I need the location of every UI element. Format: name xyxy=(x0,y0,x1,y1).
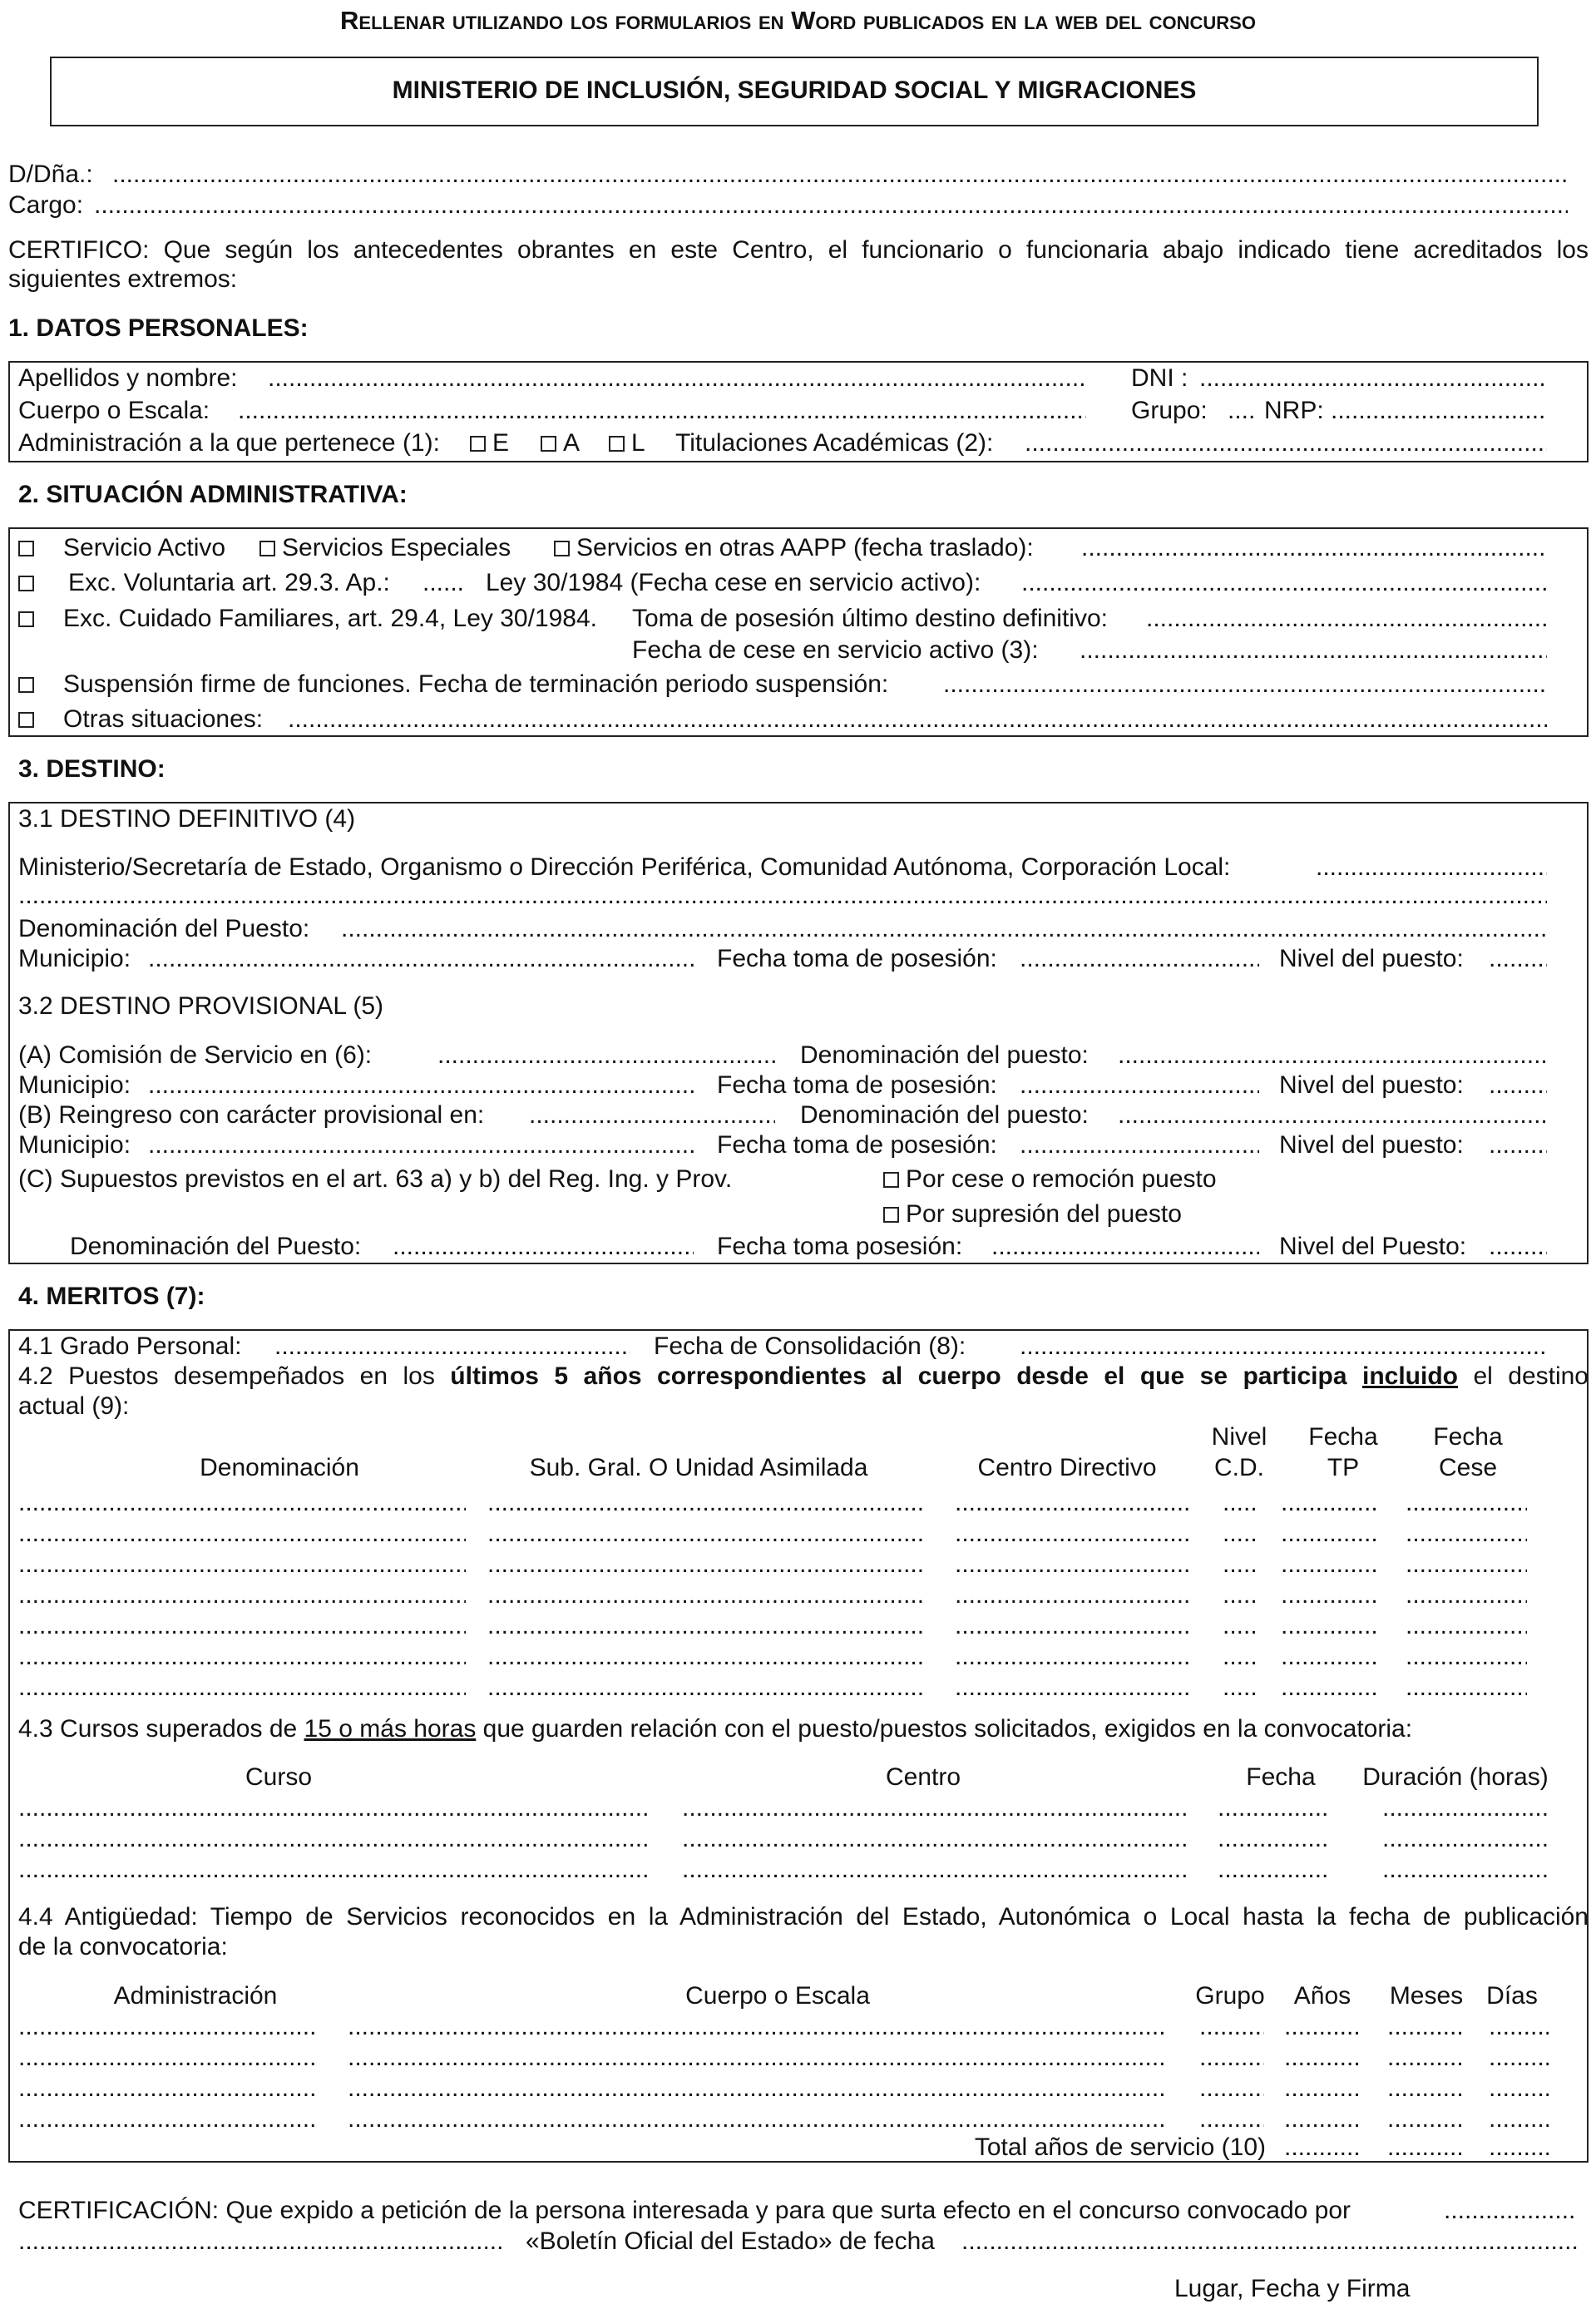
c-nivel-field[interactable] xyxy=(1489,1233,1547,1261)
exc-voluntaria-label: Exc. Voluntaria art. 29.3. Ap.: xyxy=(68,569,390,596)
cursos-row-1-cell-3[interactable] xyxy=(1218,1794,1327,1822)
cuerpo-field[interactable] xyxy=(238,397,1086,425)
puestos-row-6-cell-3[interactable] xyxy=(955,1643,1193,1671)
puestos-row-1-cell-6[interactable] xyxy=(1406,1489,1527,1517)
cursos-row-1-cell-2[interactable] xyxy=(682,1794,1189,1822)
admin-option-l[interactable]: L xyxy=(609,429,645,457)
destino-provisional-title: 3.2 DESTINO PROVISIONAL (5) xyxy=(18,992,383,1020)
cursos-row-3-cell-2[interactable] xyxy=(682,1856,1189,1884)
dni-field[interactable] xyxy=(1199,364,1547,393)
puestos-row-6-cell-6[interactable] xyxy=(1406,1643,1527,1671)
puestos-row-1-cell-5[interactable] xyxy=(1281,1489,1376,1517)
b-municipio-label: Municipio: xyxy=(18,1131,131,1159)
admin-option-a[interactable]: A xyxy=(541,429,580,457)
boe-pre-field[interactable] xyxy=(18,2227,504,2256)
col-grupo: Grupo xyxy=(1195,1982,1265,2010)
boe-label: «Boletín Oficial del Estado» de fecha xyxy=(526,2227,935,2255)
antiguedad-row-3-cell-5[interactable] xyxy=(1387,2074,1464,2103)
c-denominacion-field[interactable] xyxy=(393,1233,694,1261)
puestos-row-5-cell-6[interactable] xyxy=(1406,1612,1527,1640)
titulaciones-label: Titulaciones Académicas (2): xyxy=(675,429,994,457)
antiguedad-row-3-cell-6[interactable] xyxy=(1489,2074,1549,2103)
puestos-row-3-cell-2[interactable] xyxy=(487,1550,925,1579)
puestos-row-4-cell-2[interactable] xyxy=(487,1581,925,1609)
admin-option-e[interactable]: E xyxy=(470,429,509,457)
lugar-fecha-firma: Lugar, Fecha y Firma xyxy=(1174,2275,1411,2302)
puestos-row-2-cell-3[interactable] xyxy=(955,1520,1193,1548)
toma-posesion-label: Toma de posesión último destino definitivo: xyxy=(632,605,1108,632)
antiguedad-text: 4.4 Antigüedad: Tiempo de Servicios reconocidos en la Administración del Estado, Autonómica o Local hasta la fecha de publicación xyxy=(18,1903,1589,1931)
antiguedad-row-4-cell-1[interactable] xyxy=(18,2105,318,2133)
puestos-row-3-cell-5[interactable] xyxy=(1281,1550,1376,1579)
puestos-row-6-cell-4[interactable] xyxy=(1223,1643,1259,1671)
checkbox-icon xyxy=(883,1207,899,1223)
antiguedad-row-4-cell-3[interactable] xyxy=(1199,2105,1264,2133)
name-label: D/Dña.: xyxy=(8,161,93,188)
b-nivel-label: Nivel del puesto: xyxy=(1279,1131,1464,1159)
exc-voluntaria-ap-field[interactable]: ...... xyxy=(422,569,465,596)
toma-posesion-field[interactable] xyxy=(1146,605,1547,633)
col-nivel-line1: Nivel xyxy=(1211,1423,1267,1451)
puestos-row-2-cell-6[interactable] xyxy=(1406,1520,1527,1548)
destino-definitivo-title: 3.1 DESTINO DEFINITIVO (4) xyxy=(18,805,356,833)
admin-label: Administración a la que pertenece (1): xyxy=(18,429,440,457)
c-denominacion-label: Denominación del Puesto: xyxy=(70,1233,362,1260)
col-fcese-line1: Fecha xyxy=(1433,1423,1503,1451)
certificacion-text: CERTIFICACIÓN: Que expido a petición de la persona interesada y para que surta efecto en el concurso convocado por xyxy=(18,2197,1351,2224)
puestos-row-1-cell-4[interactable] xyxy=(1223,1489,1259,1517)
checkbox-otras-situaciones[interactable] xyxy=(18,705,41,734)
puestos-desempenados-text-cont: actual (9): xyxy=(18,1392,130,1420)
fecha-toma-label: Fecha toma de posesión: xyxy=(717,945,997,972)
antiguedad-row-2-cell-6[interactable] xyxy=(1489,2044,1549,2072)
antiguedad-row-4-cell-2[interactable] xyxy=(348,2105,1168,2133)
cursos-row-3-cell-1[interactable] xyxy=(18,1856,650,1884)
antiguedad-row-1-cell-3[interactable] xyxy=(1199,2013,1264,2041)
b-fecha-toma-field[interactable] xyxy=(1020,1131,1259,1159)
puestos-row-5-cell-5[interactable] xyxy=(1281,1612,1376,1640)
a-fecha-toma-field[interactable] xyxy=(1020,1071,1259,1100)
puestos-row-5-cell-4[interactable] xyxy=(1223,1612,1259,1640)
checkbox-exc-voluntaria[interactable] xyxy=(18,569,41,597)
b-denominacion-field[interactable] xyxy=(1118,1101,1547,1130)
antiguedad-row-2-cell-3[interactable] xyxy=(1199,2044,1264,2072)
a-denominacion-field[interactable] xyxy=(1118,1041,1547,1070)
ministerio-field[interactable] xyxy=(1316,853,1547,882)
total-meses-field[interactable] xyxy=(1387,2133,1464,2162)
total-anos-label: Total años de servicio (10) xyxy=(974,2133,1266,2161)
nrp-field[interactable] xyxy=(1331,397,1547,425)
puestos-row-3-cell-4[interactable] xyxy=(1223,1550,1259,1579)
checkbox-servicio-activo[interactable] xyxy=(18,534,41,562)
checkbox-icon xyxy=(18,541,34,556)
c-fecha-toma-label: Fecha toma posesión: xyxy=(717,1233,963,1260)
supuestos-label: (C) Supuestos previstos en el art. 63 a) y b) del Reg. Ing. y Prov. xyxy=(18,1165,733,1193)
fecha-cese-servicio-field[interactable] xyxy=(1080,636,1547,665)
ley-label: Ley 30/1984 (Fecha cese en servicio activo): xyxy=(486,569,981,596)
total-dias-field[interactable] xyxy=(1489,2133,1549,2162)
denominacion-puesto-label: Denominación del Puesto: xyxy=(18,915,310,942)
cuerpo-label: Cuerpo o Escala: xyxy=(18,397,210,424)
puestos-row-5-cell-1[interactable] xyxy=(18,1612,466,1640)
puestos-row-1-cell-1[interactable] xyxy=(18,1489,466,1517)
col-curso: Curso xyxy=(245,1763,313,1791)
section-personal-heading: 1. DATOS PERSONALES: xyxy=(8,314,309,342)
suspension-label: Suspensión firme de funciones. Fecha de terminación periodo suspensión: xyxy=(63,670,889,698)
puestos-row-5-cell-2[interactable] xyxy=(487,1612,925,1640)
checkbox-icon xyxy=(609,436,625,452)
certifico-text-cont: siguientes extremos: xyxy=(8,265,238,293)
col-meses: Meses xyxy=(1389,1982,1464,2010)
surname-label: Apellidos y nombre: xyxy=(18,364,238,392)
cursos-row-3-cell-4[interactable] xyxy=(1382,1856,1549,1884)
col-fecha: Fecha xyxy=(1246,1763,1316,1791)
cursos-row-3-cell-3[interactable] xyxy=(1218,1856,1327,1884)
titulaciones-field[interactable] xyxy=(1025,429,1547,457)
cursos-row-2-cell-2[interactable] xyxy=(682,1825,1189,1853)
checkbox-icon xyxy=(259,541,275,556)
puestos-row-4-cell-4[interactable] xyxy=(1223,1581,1259,1609)
reingreso-field[interactable] xyxy=(529,1101,775,1130)
col-ftp-line1: Fecha xyxy=(1308,1423,1378,1451)
checkbox-icon xyxy=(18,576,34,591)
col-anos: Años xyxy=(1293,1982,1351,2010)
b-fecha-toma-label: Fecha toma de posesión: xyxy=(717,1131,997,1159)
col-subgral: Sub. Gral. O Unidad Asimilada xyxy=(529,1454,868,1481)
fecha-traslado-field[interactable] xyxy=(1081,534,1547,562)
certifico-text: CERTIFICO: Que según los antecedentes obrantes en este Centro, el funcionario o funcionaria abajo indicado tiene acreditados los xyxy=(8,236,1589,264)
section-meritos-heading: 4. MERITOS (7): xyxy=(18,1283,205,1310)
checkbox-icon xyxy=(18,611,34,627)
checkbox-icon xyxy=(18,712,34,728)
cursos-row-2-cell-4[interactable] xyxy=(1382,1825,1549,1853)
checkbox-icon xyxy=(470,436,486,452)
fecha-cese-field[interactable] xyxy=(1021,569,1547,597)
puestos-row-6-cell-5[interactable] xyxy=(1281,1643,1376,1671)
consolidacion-field[interactable] xyxy=(1020,1332,1547,1361)
section-destino-heading: 3. DESTINO: xyxy=(18,755,166,783)
grupo-label: Grupo: xyxy=(1131,397,1208,424)
cursos-row-1-cell-1[interactable] xyxy=(18,1794,650,1822)
c-fecha-toma-field[interactable] xyxy=(991,1233,1259,1261)
otras-situaciones-label: Otras situaciones: xyxy=(63,705,264,733)
otras-situaciones-field[interactable] xyxy=(288,705,1547,734)
antiguedad-row-3-cell-1[interactable] xyxy=(18,2074,318,2103)
checkbox-icon xyxy=(554,541,570,556)
puestos-row-7-cell-3[interactable] xyxy=(955,1674,1193,1702)
checkbox-servicios-especiales[interactable]: Servicios Especiales xyxy=(259,534,511,562)
name-field[interactable] xyxy=(112,161,1568,189)
puestos-row-2-cell-5[interactable] xyxy=(1281,1520,1376,1548)
denominacion-puesto-field[interactable] xyxy=(341,915,1547,943)
puestos-row-2-cell-4[interactable] xyxy=(1223,1520,1259,1548)
fecha-cese-servicio-label: Fecha de cese en servicio activo (3): xyxy=(632,636,1039,664)
puestos-row-1-cell-2[interactable] xyxy=(487,1489,925,1517)
antiguedad-row-2-cell-5[interactable] xyxy=(1387,2044,1464,2072)
a-fecha-toma-label: Fecha toma de posesión: xyxy=(717,1071,997,1099)
puestos-row-3-cell-6[interactable] xyxy=(1406,1550,1527,1579)
grado-personal-label: 4.1 Grado Personal: xyxy=(18,1332,242,1360)
col-centro-directivo: Centro Directivo xyxy=(977,1454,1157,1481)
cargo-label: Cargo: xyxy=(8,191,84,219)
instruction-title: Rellenar utilizando los formularios en Word publicados en la web del concurso xyxy=(340,6,1256,35)
antiguedad-row-1-cell-6[interactable] xyxy=(1489,2013,1549,2041)
ministerio-field-cont[interactable] xyxy=(18,882,1547,910)
boe-fecha-field[interactable] xyxy=(961,2227,1577,2256)
antiguedad-row-1-cell-1[interactable] xyxy=(18,2013,318,2041)
servicio-activo-label: Servicio Activo xyxy=(63,534,226,561)
checkbox-otras-aapp[interactable]: Servicios en otras AAPP (fecha traslado): xyxy=(554,534,1034,562)
ministry-title: MINISTERIO DE INCLUSIÓN, SEGURIDAD SOCIAL Y MIGRACIONES xyxy=(392,77,1197,104)
dni-label: DNI : xyxy=(1131,364,1188,392)
comision-servicio-label: (A) Comisión de Servicio en (6): xyxy=(18,1041,373,1069)
puestos-row-7-cell-4[interactable] xyxy=(1223,1674,1259,1702)
cursos-row-2-cell-3[interactable] xyxy=(1218,1825,1327,1853)
checkbox-suspension[interactable] xyxy=(18,670,41,699)
cursos-text: 4.3 Cursos superados de 15 o más horas que guarden relación con el puesto/puestos solicitados, exigidos en la convocatoria: xyxy=(18,1715,1413,1743)
nivel-field[interactable] xyxy=(1489,945,1547,973)
puestos-row-7-cell-1[interactable] xyxy=(18,1674,466,1702)
puestos-row-6-cell-1[interactable] xyxy=(18,1643,466,1671)
puestos-row-7-cell-2[interactable] xyxy=(487,1674,925,1702)
puestos-row-4-cell-3[interactable] xyxy=(955,1581,1193,1609)
grado-personal-field[interactable] xyxy=(274,1332,630,1361)
checkbox-icon xyxy=(18,677,34,693)
b-municipio-field[interactable] xyxy=(148,1131,694,1159)
nivel-label: Nivel del puesto: xyxy=(1279,945,1464,972)
antiguedad-row-4-cell-6[interactable] xyxy=(1489,2105,1549,2133)
cursos-row-1-cell-4[interactable] xyxy=(1382,1794,1549,1822)
puestos-row-4-cell-6[interactable] xyxy=(1406,1581,1527,1609)
puestos-row-6-cell-2[interactable] xyxy=(487,1643,925,1671)
col-ftp-line2: TP xyxy=(1327,1454,1360,1481)
section-situacion-heading: 2. SITUACIÓN ADMINISTRATIVA: xyxy=(18,481,408,508)
consolidacion-label: Fecha de Consolidación (8): xyxy=(654,1332,966,1360)
antiguedad-row-1-cell-2[interactable] xyxy=(348,2013,1168,2041)
puestos-row-1-cell-3[interactable] xyxy=(955,1489,1193,1517)
antiguedad-row-3-cell-3[interactable] xyxy=(1199,2074,1264,2103)
col-administracion: Administración xyxy=(113,1982,278,2010)
reingreso-label: (B) Reingreso con carácter provisional en: xyxy=(18,1101,485,1129)
puestos-row-4-cell-5[interactable] xyxy=(1281,1581,1376,1609)
puestos-row-2-cell-1[interactable] xyxy=(18,1520,466,1548)
ministerio-label: Ministerio/Secretaría de Estado, Organismo o Dirección Periférica, Comunidad Autónoma, Corporación Local: xyxy=(18,853,1231,881)
antiguedad-row-2-cell-2[interactable] xyxy=(348,2044,1168,2072)
total-anos-field[interactable] xyxy=(1284,2133,1361,2162)
a-denominacion-label: Denominación del puesto: xyxy=(800,1041,1089,1069)
convocado-field[interactable] xyxy=(1444,2197,1577,2225)
exc-cuidado-label: Exc. Cuidado Familiares, art. 29.4, Ley 30/1984. xyxy=(63,605,598,632)
col-denominacion: Denominación xyxy=(200,1454,359,1481)
fecha-toma-field[interactable] xyxy=(1020,945,1259,973)
antiguedad-row-2-cell-1[interactable] xyxy=(18,2044,318,2072)
puestos-row-5-cell-3[interactable] xyxy=(955,1612,1193,1640)
col-nivel-line2: C.D. xyxy=(1214,1454,1264,1481)
checkbox-cese-remocion[interactable]: Por cese o remoción puesto xyxy=(883,1165,1217,1194)
grupo-field[interactable]: .... xyxy=(1228,397,1256,424)
col-cuerpo-escala: Cuerpo o Escala xyxy=(685,1982,870,2010)
b-denominacion-label: Denominación del puesto: xyxy=(800,1101,1089,1129)
antiguedad-row-2-cell-4[interactable] xyxy=(1284,2044,1361,2072)
nrp-label: NRP: xyxy=(1264,397,1324,424)
municipio-field[interactable] xyxy=(148,945,694,973)
municipio-label: Municipio: xyxy=(18,945,131,972)
surname-field[interactable] xyxy=(268,364,1086,393)
puestos-row-3-cell-1[interactable] xyxy=(18,1550,466,1579)
cursos-row-2-cell-1[interactable] xyxy=(18,1825,650,1853)
col-centro-curso: Centro xyxy=(885,1763,961,1791)
a-nivel-label: Nivel del puesto: xyxy=(1279,1071,1464,1099)
col-dias: Días xyxy=(1486,1982,1538,2010)
antiguedad-row-1-cell-4[interactable] xyxy=(1284,2013,1361,2041)
b-nivel-field[interactable] xyxy=(1489,1131,1547,1159)
col-duracion: Duración (horas) xyxy=(1362,1763,1549,1791)
antiguedad-row-3-cell-4[interactable] xyxy=(1284,2074,1361,2103)
comision-servicio-field[interactable] xyxy=(437,1041,775,1070)
antiguedad-text-cont: de la convocatoria: xyxy=(18,1933,228,1960)
a-municipio-field[interactable] xyxy=(148,1071,694,1100)
a-municipio-label: Municipio: xyxy=(18,1071,131,1099)
antiguedad-row-1-cell-5[interactable] xyxy=(1387,2013,1464,2041)
checkbox-icon xyxy=(883,1172,899,1188)
puestos-row-3-cell-3[interactable] xyxy=(955,1550,1193,1579)
puestos-desempenados-text: 4.2 Puestos desempeñados en los últimos 5 años correspondientes al cuerpo desde el que se participa incluido el destino xyxy=(18,1362,1589,1390)
checkbox-supresion-puesto[interactable]: Por supresión del puesto xyxy=(883,1200,1182,1229)
col-fcese-line2: Cese xyxy=(1438,1454,1498,1481)
suspension-field[interactable] xyxy=(943,670,1547,699)
puestos-row-4-cell-1[interactable] xyxy=(18,1581,466,1609)
a-nivel-field[interactable] xyxy=(1489,1071,1547,1100)
antiguedad-row-4-cell-4[interactable] xyxy=(1284,2105,1361,2133)
checkbox-icon xyxy=(541,436,556,452)
puestos-row-2-cell-2[interactable] xyxy=(487,1520,925,1548)
puestos-row-7-cell-6[interactable] xyxy=(1406,1674,1527,1702)
checkbox-exc-cuidado[interactable] xyxy=(18,605,41,633)
c-nivel-label: Nivel del Puesto: xyxy=(1279,1233,1467,1260)
puestos-row-7-cell-5[interactable] xyxy=(1281,1674,1376,1702)
antiguedad-row-4-cell-5[interactable] xyxy=(1387,2105,1464,2133)
cargo-field[interactable] xyxy=(94,191,1568,220)
antiguedad-row-3-cell-2[interactable] xyxy=(348,2074,1168,2103)
